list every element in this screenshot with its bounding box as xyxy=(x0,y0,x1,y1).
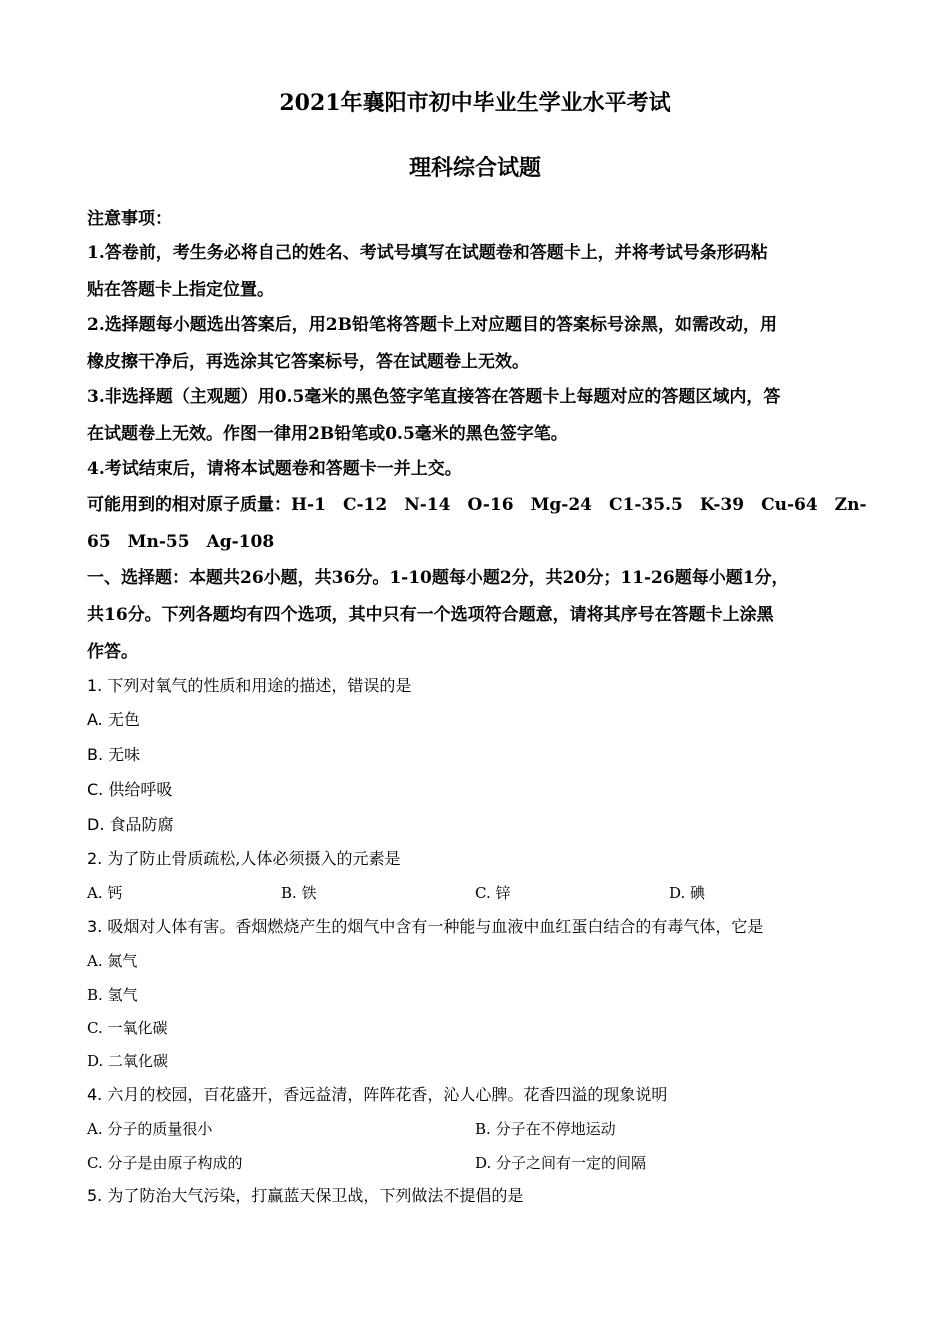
option-text: 无味 xyxy=(108,745,141,764)
option-letter: C. xyxy=(87,1154,103,1172)
answer-option xyxy=(87,742,140,768)
question-number: 3. xyxy=(87,917,103,936)
answer-option xyxy=(87,1151,243,1175)
notes-line: 贴在答题卡上指定位置。 xyxy=(87,280,274,300)
option-letter: D. xyxy=(669,884,686,902)
option-text: 钙 xyxy=(107,884,123,902)
option-text: 氢气 xyxy=(107,986,138,1004)
option-text: 一氧化碳 xyxy=(107,1019,168,1037)
question-stem xyxy=(87,914,763,940)
option-text: 铁 xyxy=(301,884,317,902)
answer-option xyxy=(475,1117,616,1141)
option-letter: A. xyxy=(87,710,103,729)
option-letter: D. xyxy=(475,1154,492,1172)
notes-line: 2.选择题每小题选出答案后，用2B铅笔将答题卡上对应题目的答案标号涂黑，如需改动，用 xyxy=(87,315,777,335)
exam-subtitle: 理科综合试题 xyxy=(408,155,541,181)
question-text: 为了防治大气污染，打赢蓝天保卫战，下列做法不提倡的是 xyxy=(107,1186,524,1205)
answer-option xyxy=(87,1049,168,1073)
question-number: 5. xyxy=(87,1186,103,1205)
question-number: 2. xyxy=(87,849,103,868)
atomic-masses-line: 可能用到的相对原子质量：H-1 C-12 N-14 O-16 Mg-24 C1-35.5 K-39 Cu-64 Zn- xyxy=(87,495,867,515)
question-stem xyxy=(87,1082,667,1108)
option-text: 氮气 xyxy=(107,952,138,970)
option-text: 供给呼吸 xyxy=(108,780,173,799)
option-letter: D. xyxy=(87,1052,104,1070)
option-text: 分子是由原子构成的 xyxy=(107,1154,243,1172)
answer-option xyxy=(87,812,174,838)
atomic-masses-line: 65 Mn-55 Ag-108 xyxy=(87,532,275,552)
option-text: 二氧化碳 xyxy=(108,1052,169,1070)
section-instructions-line: 作答。 xyxy=(87,642,138,662)
answer-option xyxy=(87,983,138,1007)
question-text: 下列对氧气的性质和用途的描述，错误的是 xyxy=(107,676,412,695)
option-letter: C. xyxy=(475,884,491,902)
notes-line: 1.答卷前，考生务必将自己的姓名、考试号填写在试题卷和答题卡上，并将考试号条形码粘 xyxy=(87,243,768,263)
option-text: 碘 xyxy=(690,884,706,902)
option-letter: C. xyxy=(87,780,104,799)
option-letter: D. xyxy=(87,815,105,834)
option-letter: B. xyxy=(87,745,104,764)
answer-option xyxy=(87,707,140,733)
question-text: 六月的校园，百花盛开，香远益清，阵阵花香，沁人心脾。花香四溢的现象说明 xyxy=(107,1085,668,1104)
exam-title: 2021年襄阳市初中毕业生学业水平考试 xyxy=(279,90,671,116)
answer-option xyxy=(281,881,317,905)
option-letter: C. xyxy=(87,1019,103,1037)
notes-line: 橡皮擦干净后，再选涂其它答案标号，答在试题卷上无效。 xyxy=(87,352,529,372)
notes-heading: 注意事项： xyxy=(87,209,172,229)
question-number: 4. xyxy=(87,1085,103,1104)
answer-option xyxy=(87,777,172,803)
option-letter: A. xyxy=(87,884,103,902)
question-stem xyxy=(87,1183,523,1209)
answer-option xyxy=(87,881,122,905)
section-instructions-line: 共16分。下列各题均有四个选项，其中只有一个选项符合题意，请将其序号在答题卡上涂黑 xyxy=(87,605,774,625)
section-instructions-line: 一、选择题：本题共26小题，共36分。1-10题每小题2分，共20分；11-26题每小题1分， xyxy=(87,568,789,588)
option-text: 分子之间有一定的间隔 xyxy=(496,1154,647,1172)
option-letter: B. xyxy=(475,1120,491,1138)
answer-option xyxy=(87,949,137,973)
question-stem xyxy=(87,846,400,872)
option-text: 无色 xyxy=(107,710,140,729)
answer-option xyxy=(669,881,705,905)
option-text: 锌 xyxy=(495,884,511,902)
answer-option xyxy=(475,1151,646,1175)
option-letter: A. xyxy=(87,1120,103,1138)
option-text: 分子的质量很小 xyxy=(107,1120,213,1138)
option-letter: B. xyxy=(281,884,297,902)
option-text: 食品防腐 xyxy=(109,815,174,834)
option-letter: A. xyxy=(87,952,103,970)
question-text: 吸烟对人体有害。香烟燃烧产生的烟气中含有一种能与血液中血红蛋白结合的有毒气体，它是 xyxy=(107,917,764,936)
question-stem xyxy=(87,673,411,699)
notes-line: 3.非选择题（主观题）用0.5毫米的黑色签字笔直接答在答题卡上每题对应的答题区域内，答 xyxy=(87,387,781,407)
option-text: 分子在不停地运动 xyxy=(495,1120,616,1138)
question-text: 为了防止骨质疏松,人体必须摄入的元素是 xyxy=(107,849,401,868)
answer-option xyxy=(87,1117,212,1141)
answer-option xyxy=(475,881,511,905)
question-number: 1. xyxy=(87,676,103,695)
option-letter: B. xyxy=(87,986,103,1004)
answer-option xyxy=(87,1016,168,1040)
notes-line: 在试题卷上无效。作图一律用2B铅笔或0.5毫米的黑色签字笔。 xyxy=(87,424,568,444)
notes-line: 4.考试结束后，请将本试题卷和答题卡一并上交。 xyxy=(87,459,462,479)
